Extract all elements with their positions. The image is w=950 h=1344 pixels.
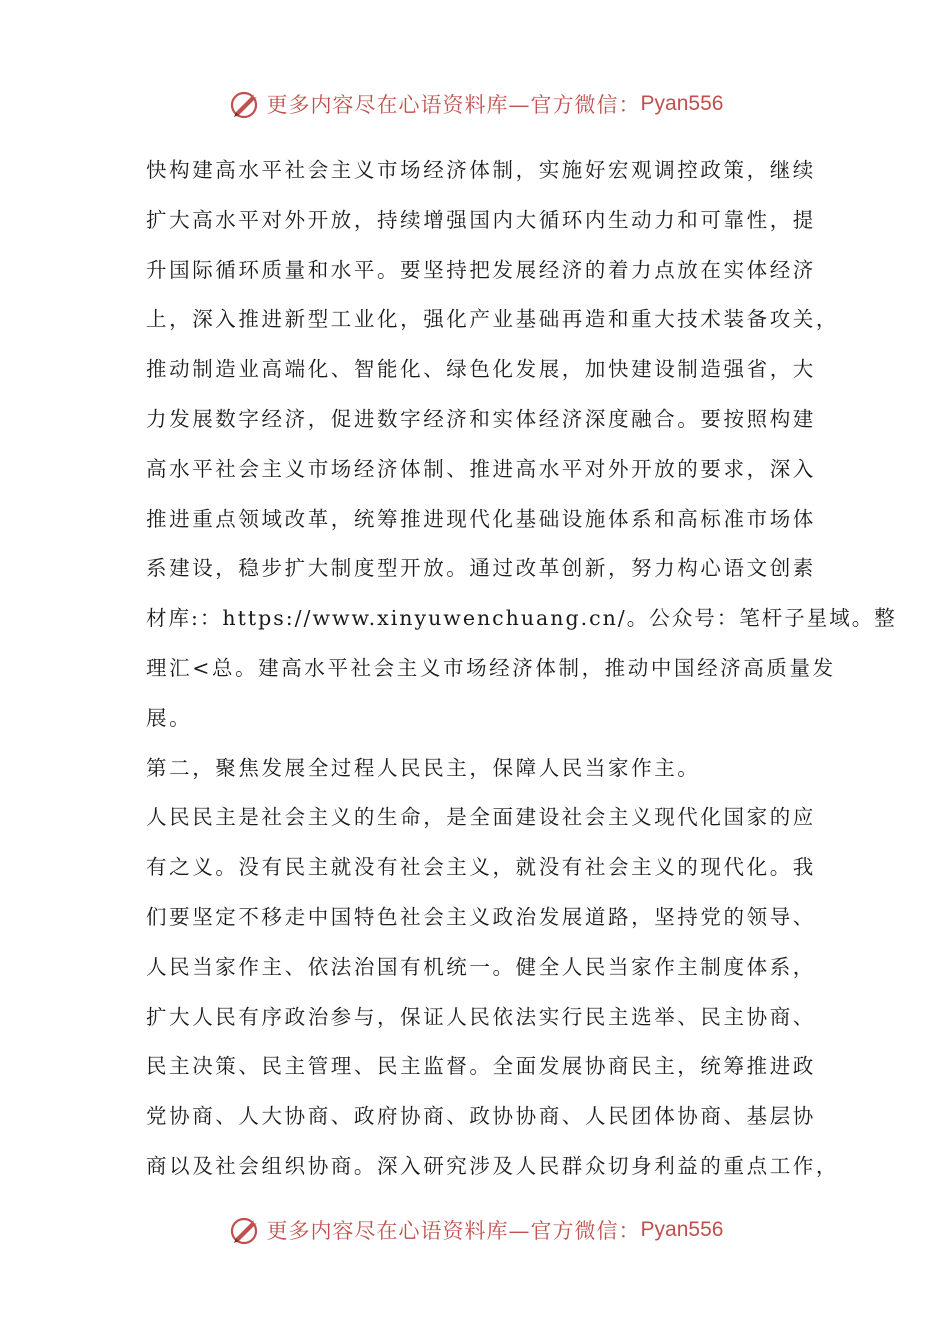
text-line: 人民当家作主、依法治国有机统一。健全人民当家作主制度体系， xyxy=(146,954,816,979)
header-banner xyxy=(0,84,950,124)
text-line: 系建设，稳步扩大制度型开放。通过改革创新，努力构心语文创素 xyxy=(146,556,816,581)
text-line: 推动制造业高端化、智能化、绿色化发展，加快建设制造强省，大 xyxy=(146,357,816,382)
wechat-handle: Pyan556 xyxy=(640,1218,724,1241)
text-line: 高水平社会主义市场经济体制、推进高水平对外开放的要求，深入 xyxy=(146,456,816,481)
text-line: 理汇<总。建高水平社会主义市场经济体制，推动中国经济高质量发 xyxy=(146,655,836,680)
text-line: 推进重点领域改革，统筹推进现代化基础设施体系和高标准市场体 xyxy=(146,506,816,531)
text-line: 扩大高水平对外开放，持续增强国内大循环内生动力和可靠性，提 xyxy=(146,207,816,232)
section-heading: 第二，聚焦发展全过程人民民主，保障人民当家作主。 xyxy=(146,755,701,780)
text-line: 升国际循环质量和水平。要坚持把发展经济的着力点放在实体经济 xyxy=(146,257,816,282)
text-line: 人民民主是社会主义的生命，是全面建设社会主义现代化国家的应 xyxy=(146,805,816,830)
banner-text: 更多内容尽在心语资料库—官方微信： xyxy=(266,1219,641,1243)
text-line: 们要坚定不移走中国特色社会主义政治发展道路，坚持党的领导、 xyxy=(146,904,816,929)
wechat-handle: Pyan556 xyxy=(640,92,724,115)
text-line: 民主决策、民主管理、民主监督。全面发展协商民主，统筹推进政 xyxy=(146,1054,816,1079)
pen-logo-icon xyxy=(227,1212,263,1248)
text-line: 商以及社会组织协商。深入研究涉及人民群众切身利益的重点工作， xyxy=(146,1153,839,1178)
document-body xyxy=(146,146,897,1192)
text-line: 上，深入推进新型工业化，强化产业基础再造和重大技术装备攻关， xyxy=(146,307,839,332)
text-line: 力发展数字经济，促进数字经济和实体经济深度融合。要按照构建 xyxy=(146,406,816,431)
text-line: 快构建高水平社会主义市场经济体制，实施好宏观调控政策，继续 xyxy=(146,158,816,182)
text-line: 扩大人民有序政治参与，保证人民依法实行民主选举、民主协商、 xyxy=(146,1004,816,1029)
text-line: 展。 xyxy=(146,705,193,730)
pen-logo-icon xyxy=(227,86,263,122)
footer-banner xyxy=(0,1210,950,1250)
text-line: 党协商、人大协商、政府协商、政协协商、人民团体协商、基层协 xyxy=(146,1104,816,1129)
text-line-with-link: 材库:：https://www.xinyuwenchuang.cn/。公众号：笔杆子星域。整 xyxy=(146,606,897,631)
banner-text: 更多内容尽在心语资料库—官方微信： xyxy=(266,93,641,117)
text-line: 有之义。没有民主就没有社会主义，就没有社会主义的现代化。我 xyxy=(146,855,816,880)
